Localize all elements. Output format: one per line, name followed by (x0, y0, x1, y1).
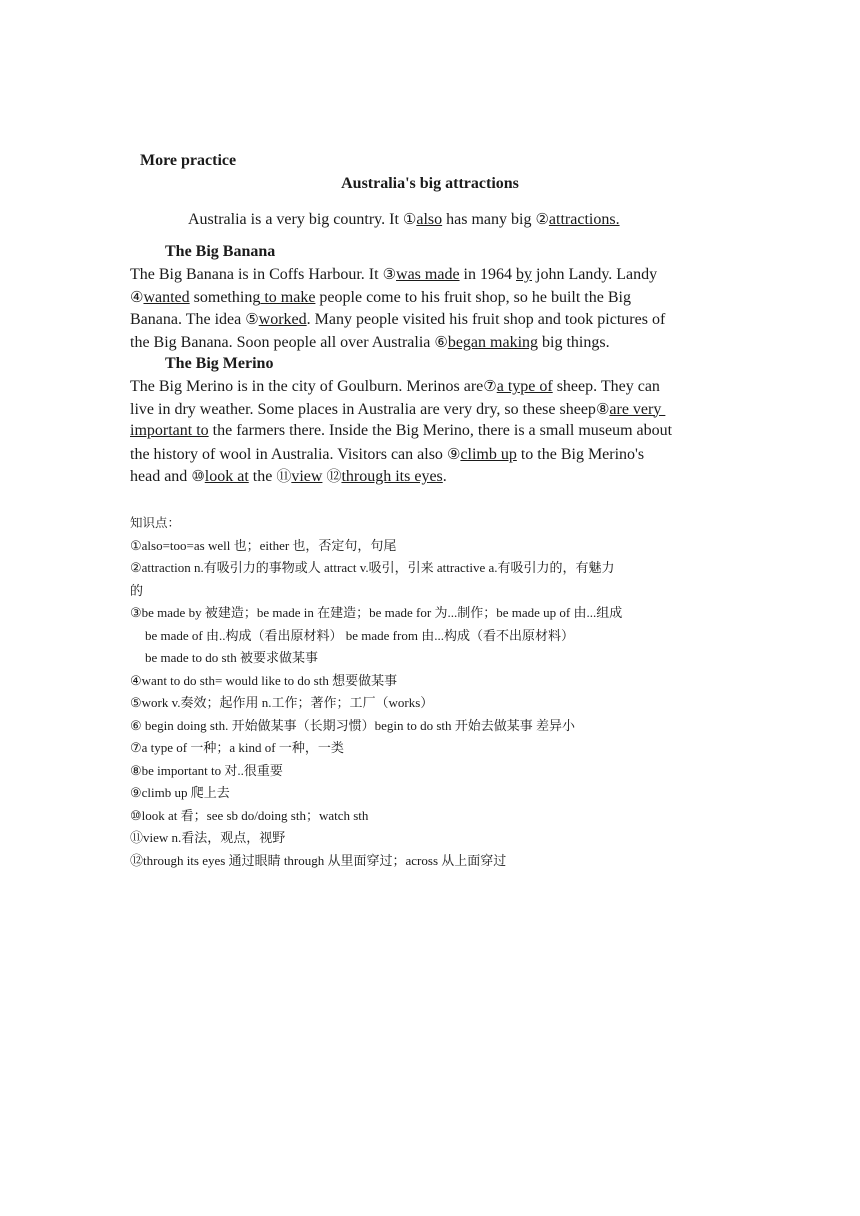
text: live in dry weather. Some places in Australia are very dry, so these sheep (130, 400, 596, 418)
underlined-a-type-of: a type of (496, 378, 553, 395)
note-line: ①also=too=as well 也；either 也，否定句，句尾 (130, 537, 397, 553)
paragraph-line (130, 420, 730, 443)
text: in 1964 (459, 266, 516, 283)
note-line: be made of 由..构成（看出原材料） be made from 由...构成（看不出原材料） (145, 627, 574, 643)
paragraph-line (130, 443, 730, 466)
note-line: ⑥ begin doing sth. 开始做某事（长期习惯）begin to do sth 开始去做某事 差异小 (130, 717, 575, 733)
marker-10: ⑩ (191, 467, 205, 485)
text: The Big Banana is in Coffs Harbour. It (130, 266, 383, 283)
marker-4: ④ (130, 287, 144, 306)
marker-8: ⑧ (595, 399, 610, 418)
note-line: ⑦a type of 一种；a kind of 一种，一类 (130, 740, 344, 755)
paragraph-line (130, 398, 730, 421)
knowledge-notes (130, 512, 730, 872)
note-line: ⑫through its eyes 通过眼睛 through 从里面穿过；across 从上面穿过 (130, 852, 507, 868)
note-line: ④want to do sth= would like to do sth 想要做某事 (130, 672, 398, 688)
note-line: ⑪view n.看法，观点，视野 (130, 830, 286, 845)
paragraph-line (130, 286, 730, 309)
marker-7: ⑦ (483, 377, 497, 395)
underlined-wanted: wanted (143, 288, 190, 306)
passage-title: Australia's big attractions (341, 175, 519, 192)
big-merino-paragraph (130, 375, 730, 488)
big-banana-paragraph (130, 263, 730, 353)
text: john Landy. Landy (532, 266, 658, 283)
underlined-important-to: important to (130, 422, 209, 439)
text: the history of wool in Australia. Visitors can also (130, 445, 447, 463)
text: something (189, 288, 261, 306)
marker-5: ⑤ (245, 310, 259, 328)
text: the Big Banana. Soon people all over Australia (130, 333, 435, 351)
paragraph-line (130, 331, 730, 354)
note-line: ③be made by 被建造；be made in 在建造；be made for 为...制作；be made up of 由...组成 (130, 605, 623, 620)
text: the (248, 468, 277, 485)
underlined-began-making: began making (447, 333, 539, 351)
underlined-attractions: attractions. (548, 211, 620, 228)
note-line: ⑨climb up 爬上去 (130, 785, 230, 800)
underlined-look-at: look at (204, 468, 249, 485)
marker-12: ⑫ (326, 467, 342, 485)
text: The Big Merino is in the city of Goulburn. Merinos are (130, 378, 484, 395)
marker-6: ⑥ (434, 332, 448, 351)
marker-1: ① (402, 210, 417, 228)
subtitle-big-merino: The Big Merino (165, 355, 274, 372)
note-line: ⑤work v.奏效；起作用 n.工作；著作；工厂（works） (130, 695, 434, 710)
paragraph-line (130, 308, 730, 331)
text: . (442, 468, 447, 485)
text: . Many people visited his fruit shop and took pictures of (306, 311, 666, 328)
text: has many big (442, 211, 536, 228)
paragraph-line (130, 263, 730, 286)
underlined-also: also (416, 211, 443, 228)
subtitle-big-banana: The Big Banana (165, 243, 276, 260)
text: the farmers there. Inside the Big Merino, there is a small museum about (208, 422, 673, 439)
underlined-to-make: to make (260, 288, 316, 306)
underlined-was-made: was made (396, 266, 460, 283)
underlined-are-very: are very (609, 400, 666, 418)
text: sheep. They can (552, 378, 660, 395)
underlined-view: view (291, 468, 323, 485)
intro-paragraph (188, 208, 748, 231)
marker-11: ⑪ (276, 467, 292, 485)
text: head and (130, 468, 192, 485)
underlined-through-its-eyes: through its eyes (341, 468, 443, 485)
note-line: 的 (130, 582, 144, 598)
notes-label: 知识点： (130, 515, 181, 530)
marker-3: ③ (382, 265, 397, 283)
intro-line (188, 208, 748, 231)
note-line: ⑩look at 看；see sb do/doing sth；watch sth (130, 807, 369, 823)
text: people come to his fruit shop, so he built the Big (315, 288, 631, 306)
text: Australia is a very big country. It (188, 211, 403, 228)
note-line: be made to do sth 被要求做某事 (145, 650, 318, 665)
paragraph-line (130, 375, 730, 398)
underlined-climb-up: climb up (460, 445, 517, 463)
paragraph-line (130, 465, 730, 488)
marker-9: ⑨ (446, 444, 461, 463)
section-heading: More practice (140, 152, 237, 169)
marker-2: ② (535, 210, 549, 228)
text: Banana. The idea (130, 311, 246, 328)
note-line: ②attraction n.有吸引力的事物或人 attract v.吸引，引来 attractive a.有吸引力的，有魅力 (130, 560, 615, 575)
text: big things. (538, 333, 610, 351)
underlined-worked: worked (258, 311, 307, 328)
underlined-by: by (516, 266, 532, 283)
text: to the Big Merino's (516, 445, 645, 463)
note-line: ⑧be important to 对..很重要 (130, 762, 283, 778)
